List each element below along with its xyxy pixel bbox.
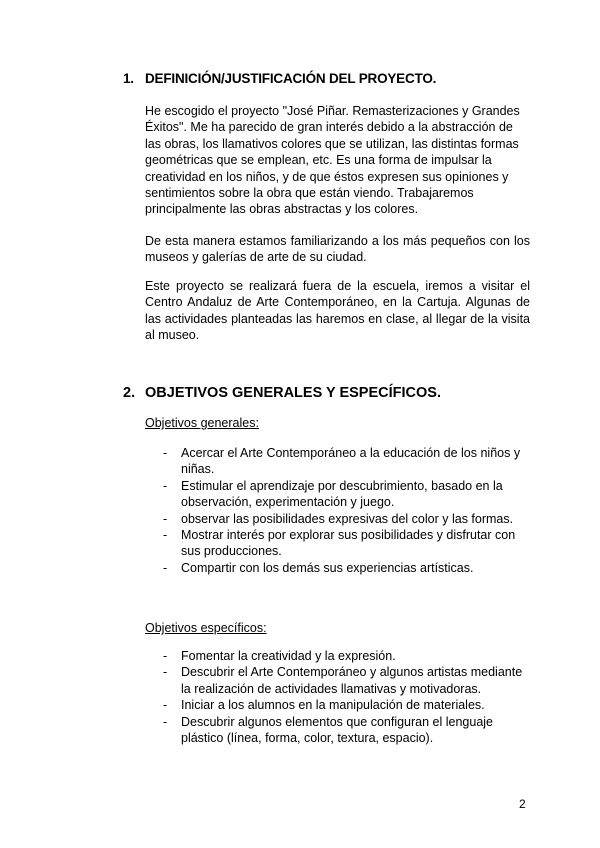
list-item-text: Fomentar la creatividad y la expresión. (181, 649, 396, 663)
specific-objectives-label: Objetivos específicos: (145, 621, 267, 635)
dash-bullet: - (163, 649, 168, 663)
list-item-text: Compartir con los demás sus experiencias artísticas. (181, 560, 474, 575)
list-item (163, 560, 523, 576)
list-item (163, 714, 523, 747)
list-item-text: Mostrar interés por explorar sus posibilidades y disfrutar con sus producciones. (181, 528, 516, 559)
section-1-paragraph-3: Este proyecto se realizará fuera de la escuela, iremos a visitar el Centro Andaluz de Arte Contemporáneo, en la Cartuja. Algunas de las actividades planteadas las haremos en clase, al llegar de la visita al museo. (145, 279, 530, 343)
list-item (163, 478, 523, 511)
list-item (163, 527, 523, 560)
list-item-text: observar las posibilidades expresivas del color y las formas. (181, 511, 514, 526)
list-item-text: Iniciar a los alumnos en la manipulación de materiales. (181, 698, 485, 713)
list-item-text: Descubrir el Arte Contemporáneo y algunos artistas mediante la realización de actividades llamativas y motivadoras. (181, 665, 523, 696)
general-objectives-label: Objetivos generales: (145, 416, 259, 430)
list-item-text: Descubrir algunos elementos que configuran el lenguaje plástico (línea, forma, color, textura, espacio). (181, 714, 494, 746)
list-item (163, 664, 523, 697)
section-2-title: OBJETIVOS GENERALES Y ESPECÍFICOS. (145, 385, 441, 401)
dash-bullet: - (163, 528, 168, 543)
dash-bullet: - (163, 698, 168, 713)
section-1-paragraph-1: He escogido el proyecto "José Piñar. Remasterizaciones y Grandes Éxitos". Me ha parecido de gran interés debido a la abstracción de las obras, los llamativos colores que se utilizan, las distintas formas geométricas que se emplean, etc. Es una forma de impulsar la creatividad en los niños, y de que éstos expresen sus opiniones y sentimientos sobre la obra que están viendo. Trabajaremos principalmente las obras abstractas y los colores. (145, 104, 520, 217)
page-number: 2 (519, 797, 526, 811)
list-item (163, 697, 523, 713)
section-2-heading (123, 385, 441, 401)
section-1-heading (123, 71, 436, 86)
dash-bullet: - (163, 665, 168, 680)
list-item (163, 511, 523, 527)
dash-bullet: - (163, 478, 168, 493)
section-1-title: DEFINICIÓN/JUSTIFICACIÓN DEL PROYECTO. (145, 71, 437, 86)
list-item (163, 648, 523, 664)
list-item-text: Acercar el Arte Contemporáneo a la educación de los niños y niñas. (181, 446, 521, 477)
dash-bullet: - (163, 511, 168, 526)
section-1-number: 1. (123, 71, 134, 86)
list-item-text: Estimular el aprendizaje por descubrimiento, basado en la observación, experimentación y juego. (181, 478, 503, 510)
section-1-paragraph-2: De esta manera estamos familiarizando a los más pequeños con los museos y galerías de arte de su ciudad. (145, 234, 530, 265)
dash-bullet: - (163, 446, 168, 460)
section-2-number: 2. (123, 385, 136, 401)
general-objectives-list (163, 445, 523, 576)
dash-bullet: - (163, 560, 168, 575)
specific-objectives-list (163, 648, 523, 746)
dash-bullet: - (163, 714, 168, 729)
list-item (163, 445, 523, 478)
